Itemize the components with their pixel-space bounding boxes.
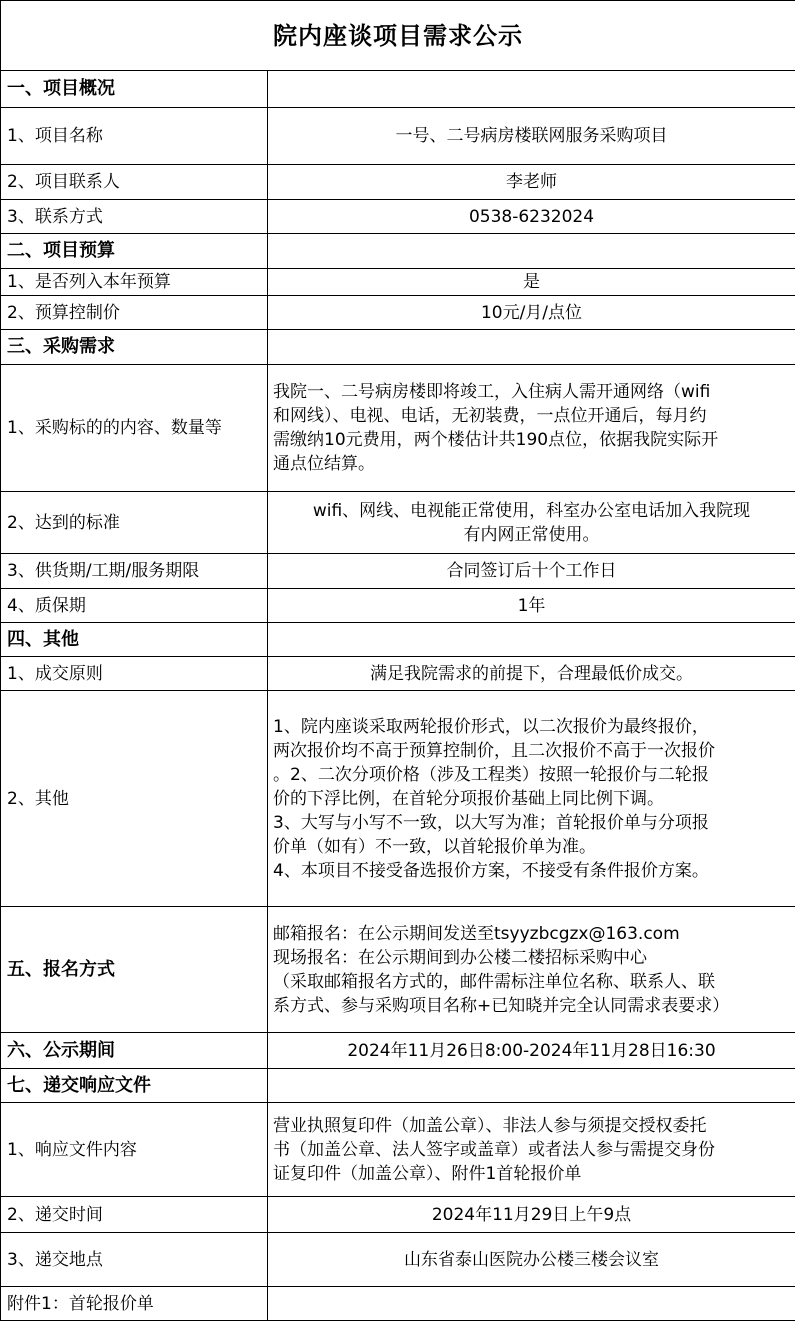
text-line: 3、大写与小写不一致，以大写为准；首轮报价单与分项报 <box>273 811 791 835</box>
text-line: 营业执照复印件（加盖公章）、非法人参与须提交授权委托 <box>273 1114 791 1138</box>
submission-time-value: 2024年11月29日上午9点 <box>268 1197 795 1233</box>
empty-cell <box>268 71 795 108</box>
text-line: 需缴纳10元费用，两个楼估计共190点位，依据我院实际开 <box>273 428 791 452</box>
text-line: 有内网正常使用。 <box>272 523 791 547</box>
section-heading-budget: 二、项目预算 <box>1 234 268 269</box>
response-docs-label: 1、响应文件内容 <box>1 1103 268 1197</box>
deal-principle-label: 1、成交原则 <box>1 657 268 691</box>
text-line: 通点位结算。 <box>273 452 791 476</box>
deal-principle-value: 满足我院需求的前提下，合理最低价成交。 <box>268 657 795 691</box>
text-line: 现场报名：在公示期间到办公楼二楼招标采购中心 <box>273 946 791 970</box>
service-period-value: 合同签订后十个工作日 <box>268 554 795 589</box>
section-heading-overview: 一、项目概况 <box>1 71 268 108</box>
text-line: （采取邮箱报名方式的，邮件需标注单位名称、联系人、联 <box>273 970 791 994</box>
procurement-content-value <box>268 365 795 492</box>
text-line: 证复印件（加盖公章）、附件1首轮报价单 <box>273 1162 791 1186</box>
text-line: 价的下浮比例，在首轮分项报价基础上同比例下调。 <box>273 787 791 811</box>
empty-cell <box>268 623 795 657</box>
empty-cell <box>268 330 795 365</box>
attachment-label: 附件1：首轮报价单 <box>1 1287 268 1321</box>
submission-time-label: 2、递交时间 <box>1 1197 268 1233</box>
text-line: 书（加盖公章、法人签字或盖章）或者法人参与需提交身份 <box>273 1138 791 1162</box>
submission-place-value: 山东省泰山医院办公楼三楼会议室 <box>268 1233 795 1287</box>
contact-person-label: 2、项目联系人 <box>1 165 268 200</box>
response-docs-value <box>268 1103 795 1197</box>
in-budget-label: 1、是否列入本年预算 <box>1 269 268 296</box>
procurement-content-label: 1、采购标的的内容、数量等 <box>1 365 268 492</box>
text-line: 价单（如有）不一致，以首轮报价单为准。 <box>273 835 791 859</box>
text-line: 两次报价均不高于预算控制价，且二次报价不高于一次报价 <box>273 739 791 763</box>
section-heading-registration: 五、报名方式 <box>1 907 268 1033</box>
section-heading-period: 六、公示期间 <box>1 1033 268 1069</box>
other-value <box>268 691 795 907</box>
text-line: 我院一、二号病房楼即将竣工，入住病人需开通网络（wifi <box>273 380 791 404</box>
project-name-label: 1、项目名称 <box>1 108 268 165</box>
text-line: wifi、网线、电视能正常使用，科室办公室电话加入我院现 <box>272 499 791 523</box>
section-heading-other: 四、其他 <box>1 623 268 657</box>
submission-place-label: 3、递交地点 <box>1 1233 268 1287</box>
registration-value <box>268 907 795 1033</box>
budget-price-value: 10元/月/点位 <box>268 296 795 330</box>
service-period-label: 3、供货期/工期/服务期限 <box>1 554 268 589</box>
warranty-label: 4、质保期 <box>1 589 268 623</box>
text-line: 1、院内座谈采取两轮报价形式，以二次报价为最终报价， <box>273 715 791 739</box>
text-line: 。2、二次分项价格（涉及工程类）按照一轮报价与二轮报 <box>273 763 791 787</box>
publicity-period-value: 2024年11月26日8:00-2024年11月28日16:30 <box>268 1033 795 1069</box>
warranty-value: 1年 <box>268 589 795 623</box>
section-heading-submission: 七、递交响应文件 <box>1 1069 268 1103</box>
empty-cell <box>268 1287 795 1321</box>
other-label: 2、其他 <box>1 691 268 907</box>
page-title: 院内座谈项目需求公示 <box>1 1 795 71</box>
contact-phone-label: 3、联系方式 <box>1 200 268 234</box>
text-line: 4、本项目不接受备选报价方案，不接受有条件报价方案。 <box>273 859 791 883</box>
project-name-value: 一号、二号病房楼联网服务采购项目 <box>268 108 795 165</box>
budget-price-label: 2、预算控制价 <box>1 296 268 330</box>
contact-person-value: 李老师 <box>268 165 795 200</box>
text-line: 系方式、参与采购项目名称+已知晓并完全认同需求表要求） <box>273 994 791 1018</box>
empty-cell <box>268 1069 795 1103</box>
in-budget-value: 是 <box>268 269 795 296</box>
text-line: 邮箱报名：在公示期间发送至tsyyzbcgzx@163.com <box>273 922 791 946</box>
contact-phone-value: 0538-6232024 <box>268 200 795 234</box>
text-line: 和网线）、电视、电话，无初装费，一点位开通后，每月约 <box>273 404 791 428</box>
standard-value <box>268 492 795 554</box>
empty-cell <box>268 234 795 269</box>
standard-label: 2、达到的标准 <box>1 492 268 554</box>
section-heading-procurement: 三、采购需求 <box>1 330 268 365</box>
